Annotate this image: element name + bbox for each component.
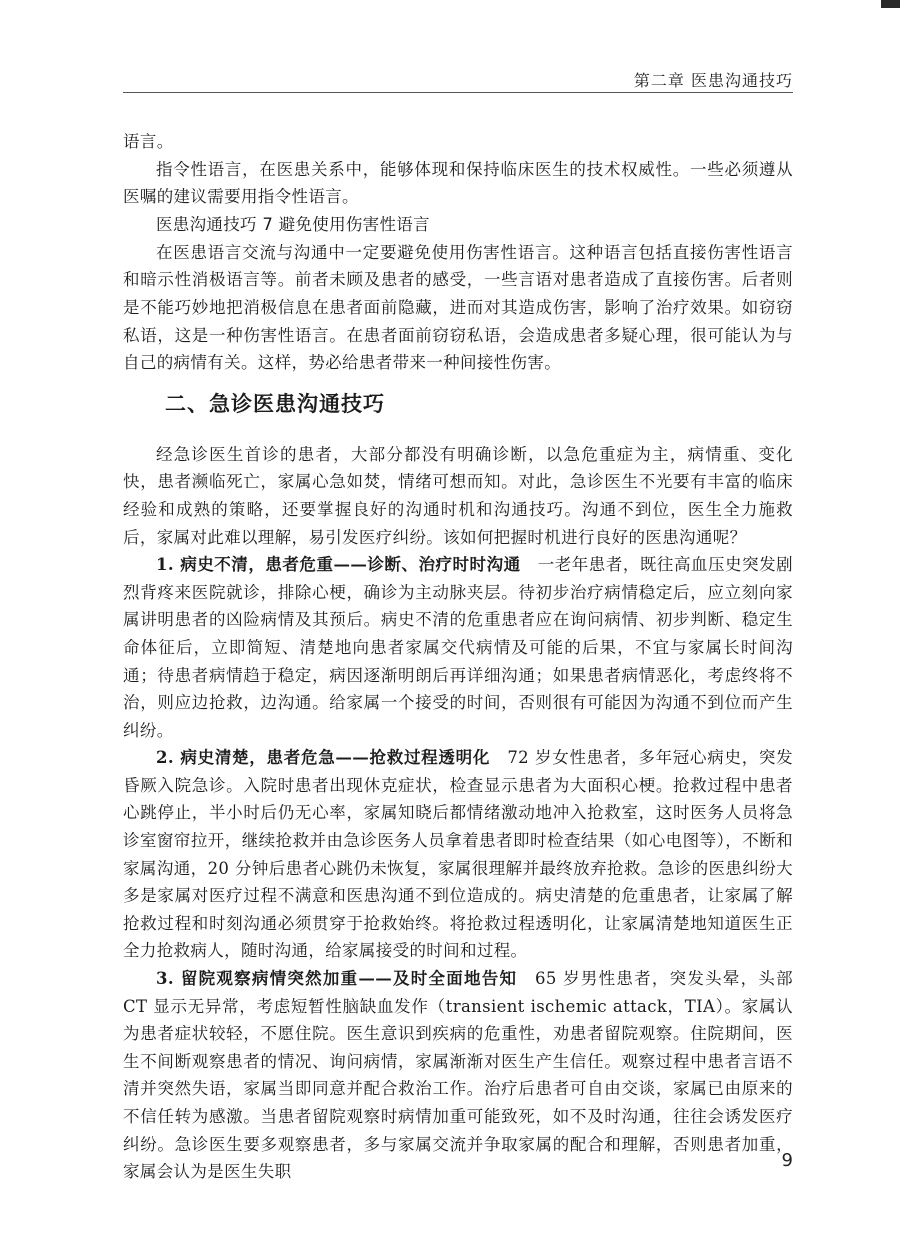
section-heading-emergency: 二、急诊医患沟通技巧 — [165, 391, 385, 416]
paragraph-item-1 — [123, 551, 793, 744]
paragraph-directive-language: 指令性语言，在医患关系中，能够体现和保持临床医生的技术权威性。一些必须遵从医嘱的建议需要用指令性语言。 — [123, 159, 793, 207]
item-1-body: 一老年患者，既往高血压史突发剧烈背疼来医院就诊，排除心梗，确诊为主动脉夹层。待初步治疗病情稳定后，应立刻向家属讲明患者的凶险病情及其预后。病史不清的危重患者应在询问病情、初步判断、稳定生命体征后，立即简短、清楚地向患者家属交代病情及可能的后果，不宜与家属长时间沟通；待患者病情趋于稳定，病因逐渐明朗后再详细沟通；如果患者病情恶化，考虑终将不治，则应边抢救，边沟通。给家属一个接受的时间，否则很有可能因为沟通不到位而产生纠纷。 — [123, 555, 793, 740]
item-3-body: 65 岁男性患者，突发头晕，头部 CT 显示无异常，考虑短暂性脑缺血发作（transient ischemic attack，TIA）。家属认为患者症状较轻，不愿住院。医生意识到疾病的危重性，劝患者留院观察。住院期间，医生不间断观察患者的情况、询问病情，家属渐渐对医生产生信任。观察过程中患者言语不清并突然失语，家属当即同意并配合救治工作。治疗后患者可自由交谈，家属已由原来的不信任转为感激。当患者留院观察时病情加重可能致死，如不及时沟通，往往会诱发医疗纠纷。急诊医生要多观察患者，多与家属交流并争取家属的配合和理解，否则患者加重，家属会认为是医生失职 — [123, 969, 793, 1182]
item-3-lead: 3. 留院观察病情突然加重——及时全面地告知 — [156, 969, 518, 989]
item-2-body: 72 岁女性患者，多年冠心病史，突发昏厥入院急诊。入院时患者出现休克症状，检查显示患者为大面积心梗。抢救过程中患者心跳停止，半小时后仍无心率，家属知晓后都情绪激动地冲入抢救室，这时医务人员将急诊室窗帘拉开，继续抢救并由急诊医务人员拿着患者即时检查结果（如心电图等），不断和家属沟通，20 分钟后患者心跳仍未恢复，家属很理解并最终放弃抢救。急诊的医患纠纷大多是家属对医疗过程不满意和医患沟通不到位造成的。病史清楚的危重患者，让家属了解抢救过程和时刻沟通必须贯穿于抢救始终。将抢救过程透明化，让家属清楚地知道医生正全力抢救病人，随时沟通，给家属接受的时间和过程。 — [123, 748, 793, 961]
item-2-lead: 2. 病史清楚，患者危急——抢救过程透明化 — [156, 748, 491, 768]
chapter-title: 第二章 医患沟通技巧 — [633, 71, 793, 90]
page-corner-mark — [881, 0, 900, 8]
skill-7-heading: 医患沟通技巧 7 避免使用伤害性语言 — [156, 214, 430, 234]
body-text — [123, 128, 793, 1186]
paragraph-harmful-language: 在医患语言交流与沟通中一定要避免使用伤害性语言。这种语言包括直接伤害性语言和暗示性消极语言等。前者未顾及患者的感受，一些言语对患者造成了直接伤害。后者则是不能巧妙地把消极信息在患者面前隐藏，进而对其造成伤害，影响了治疗效果。如窃窃私语，这是一种伤害性语言。在患者面前窃窃私语，会造成患者多疑心理，很可能认为与自己的病情有关。这样，势必给患者带来一种间接性伤害。 — [123, 242, 793, 373]
paragraph-item-2 — [123, 744, 793, 965]
paragraph-language-tail: 语言。 — [123, 132, 174, 151]
paragraph-emergency-intro: 经急诊医生首诊的患者，大部分都没有明确诊断，以急危重症为主，病情重、变化快，患者濒临死亡，家属心急如焚，情绪可想而知。对此，急诊医生不光要有丰富的临床经验和成熟的策略，还要掌握良好的沟通时机和沟通技巧。沟通不到位，医生全力施救后，家属对此难以理解，易引发医疗纠纷。该如何把握时机进行良好的医患沟通呢？ — [123, 444, 793, 547]
item-1-lead: 1. 病史不清，患者危重——诊断、治疗时时沟通 — [156, 555, 521, 575]
page-number: 9 — [781, 1150, 793, 1171]
running-header — [123, 66, 793, 93]
paragraph-item-3 — [123, 965, 793, 1186]
